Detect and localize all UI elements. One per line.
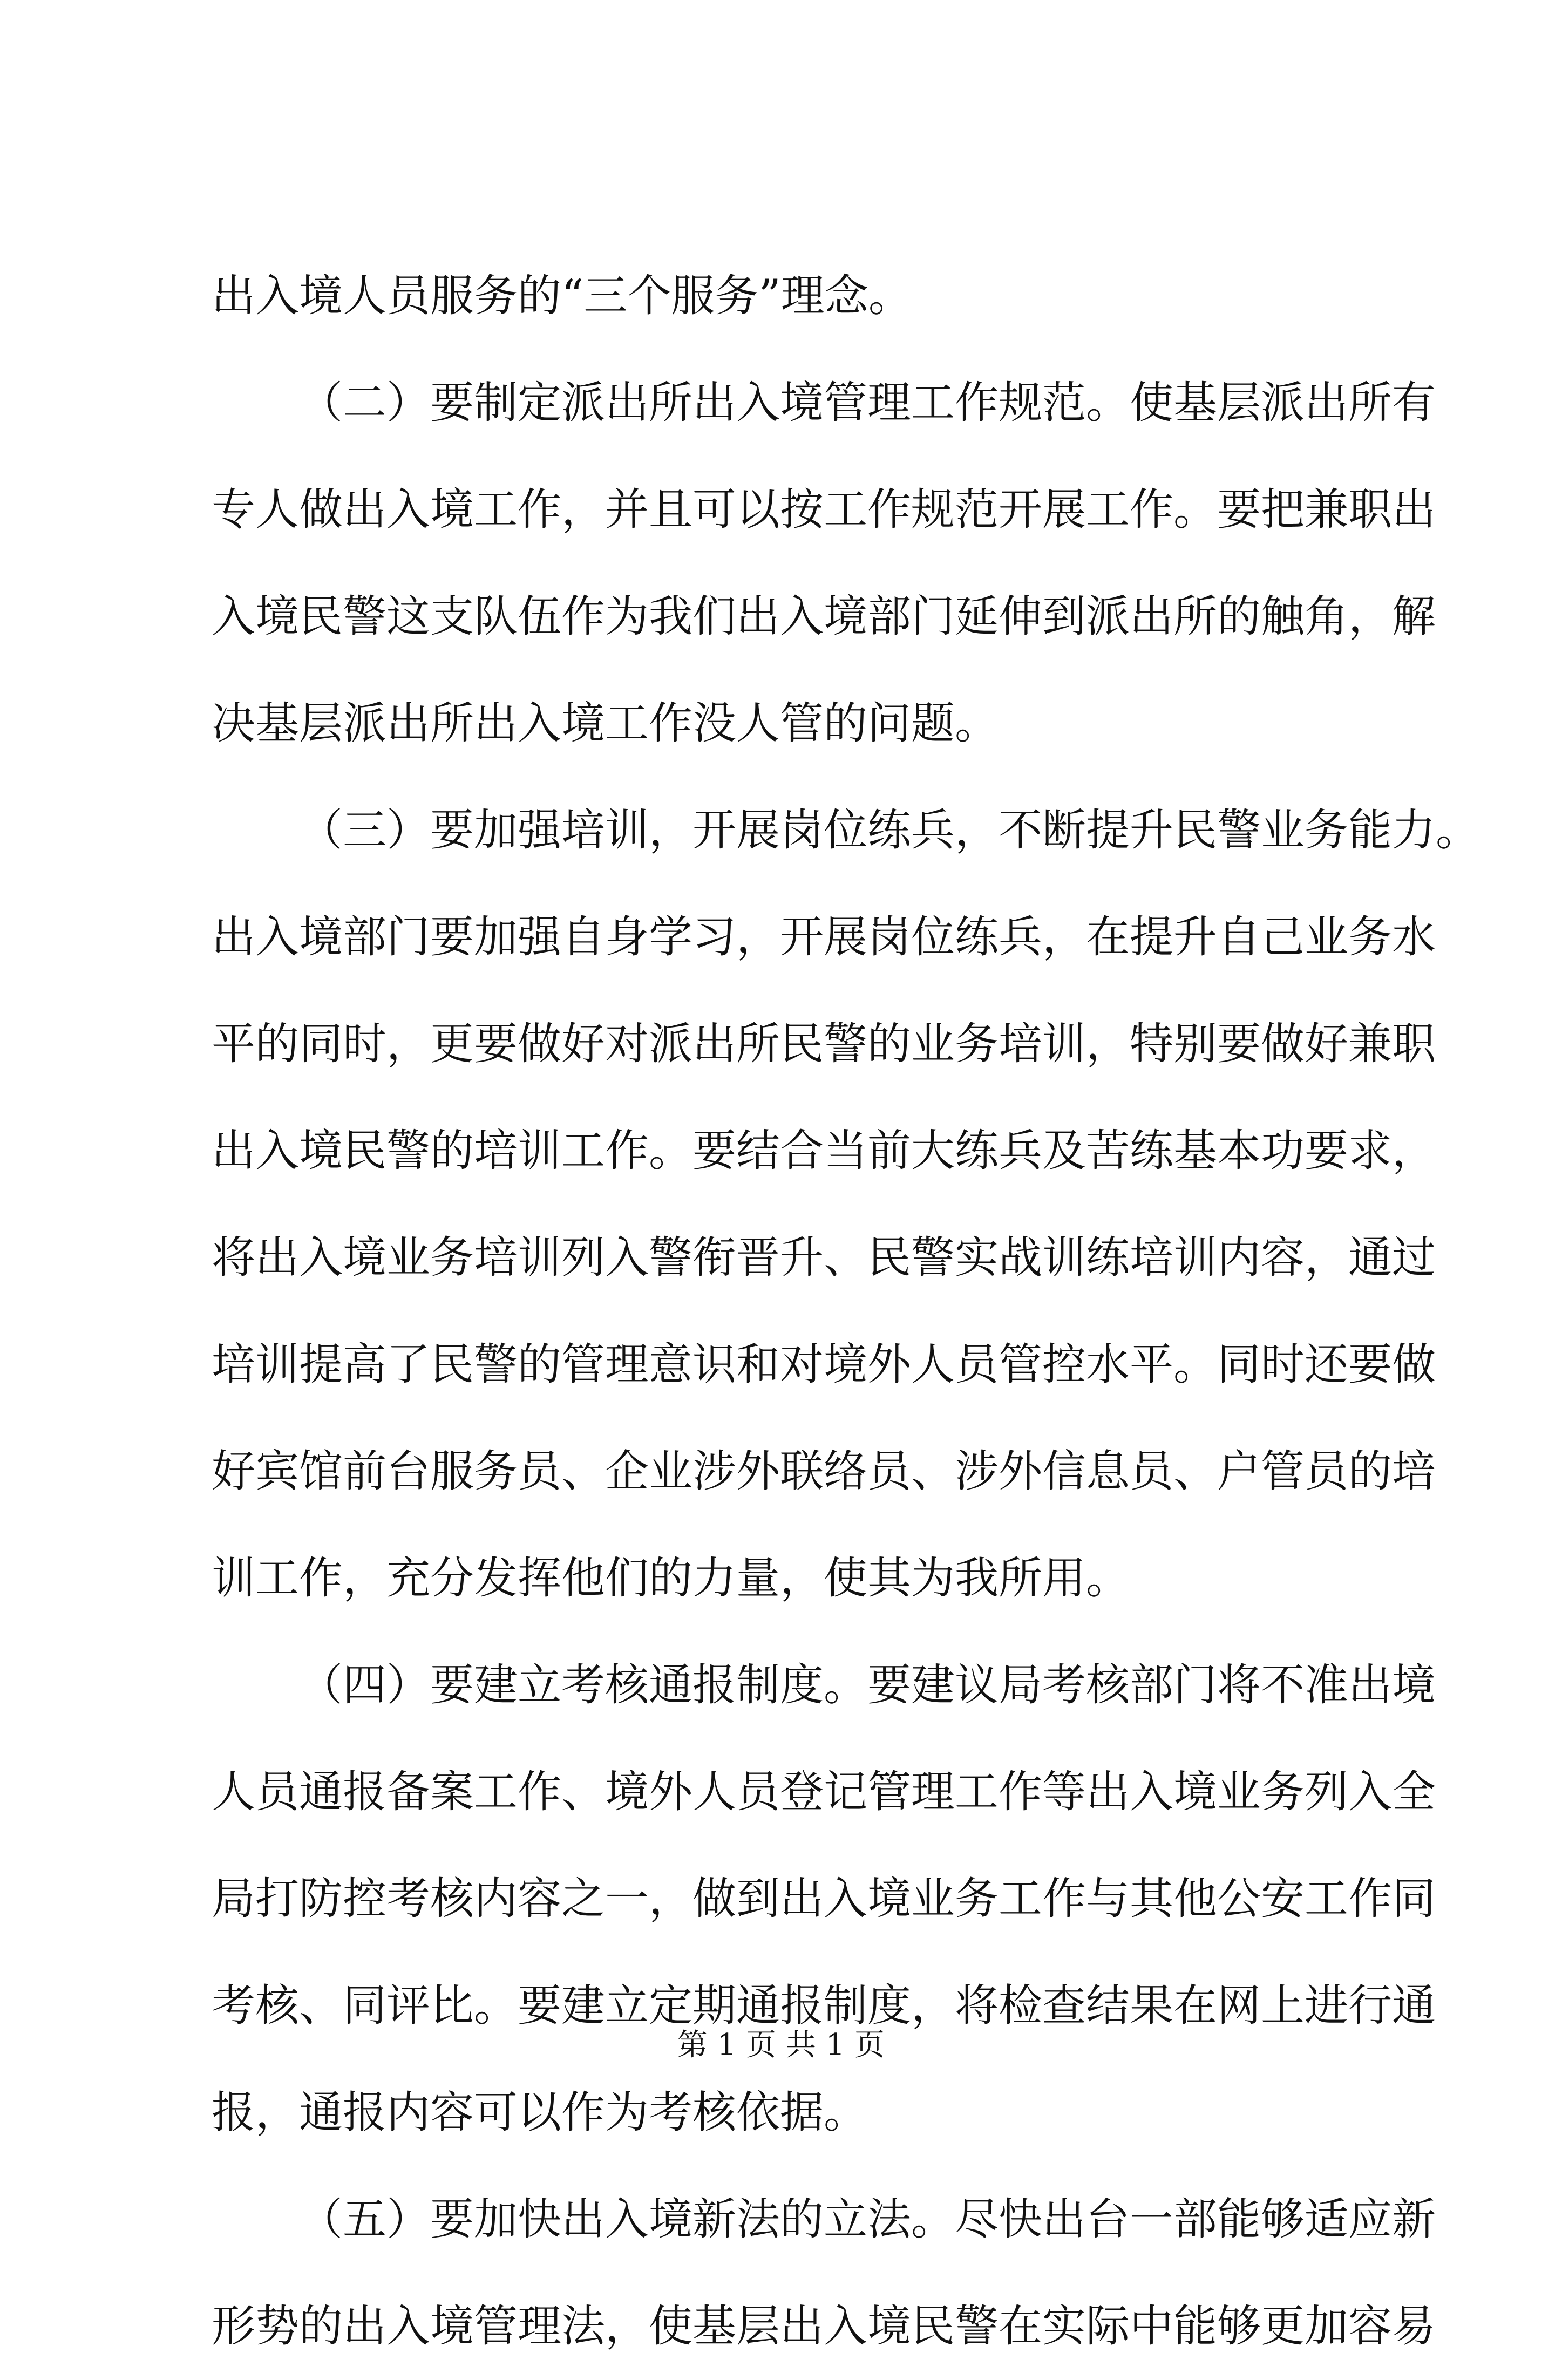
text-line: （四）要建立考核通报制度。要建议局考核部门将不准出境 — [299, 1660, 1436, 1711]
text-line: 培训提高了民警的管理意识和对境外人员管控水平。同时还要做 — [212, 1339, 1436, 1390]
text-line: 好宾馆前台服务员、企业涉外联络员、涉外信息员、户管员的培 — [212, 1446, 1436, 1497]
text-line: （三）要加强培训，开展岗位练兵，不断提升民警业务能力。 — [299, 805, 1480, 856]
text-line: 报，通报内容可以作为考核依据。 — [212, 2087, 868, 2138]
text-line: 决基层派出所出入境工作没人管的问题。 — [212, 698, 999, 749]
page-footer: 第 1 页 共 1 页 — [677, 2028, 885, 2063]
text-line: 出入境民警的培训工作。要结合当前大练兵及苦练基本功要求， — [212, 1126, 1436, 1177]
text-line: 训工作，充分发挥他们的力量，使其为我所用。 — [212, 1553, 1130, 1604]
text-line: 局打防控考核内容之一，做到出入境业务工作与其他公安工作同 — [212, 1874, 1436, 1925]
text-line: 平的同时，更要做好对派出所民警的业务培训，特别要做好兼职 — [212, 1019, 1436, 1070]
text-line: 形势的出入境管理法，使基层出入境民警在实际中能够更加容易 — [212, 2301, 1436, 2352]
text-line: 将出入境业务培训列入警衔晋升、民警实战训练培训内容，通过 — [212, 1233, 1436, 1283]
text-line: 出入境部门要加强自身学习，开展岗位练兵，在提升自己业务水 — [212, 912, 1436, 963]
text-line: （五）要加快出入境新法的立法。尽快出台一部能够适应新 — [299, 2194, 1436, 2245]
text-line: （二）要制定派出所出入境管理工作规范。使基层派出所有 — [299, 378, 1436, 429]
text-line: 人员通报备案工作、境外人员登记管理工作等出入境业务列入全 — [212, 1767, 1436, 1818]
text-line: 专人做出入境工作，并且可以按工作规范开展工作。要把兼职出 — [212, 485, 1436, 535]
text-line: 考核、同评比。要建立定期通报制度，将检查结果在网上进行通 — [212, 1981, 1436, 2031]
text-line: 入境民警这支队伍作为我们出入境部门延伸到派出所的触角，解 — [212, 591, 1436, 642]
text-line: 出入境人员服务的“三个服务”理念。 — [212, 271, 912, 322]
